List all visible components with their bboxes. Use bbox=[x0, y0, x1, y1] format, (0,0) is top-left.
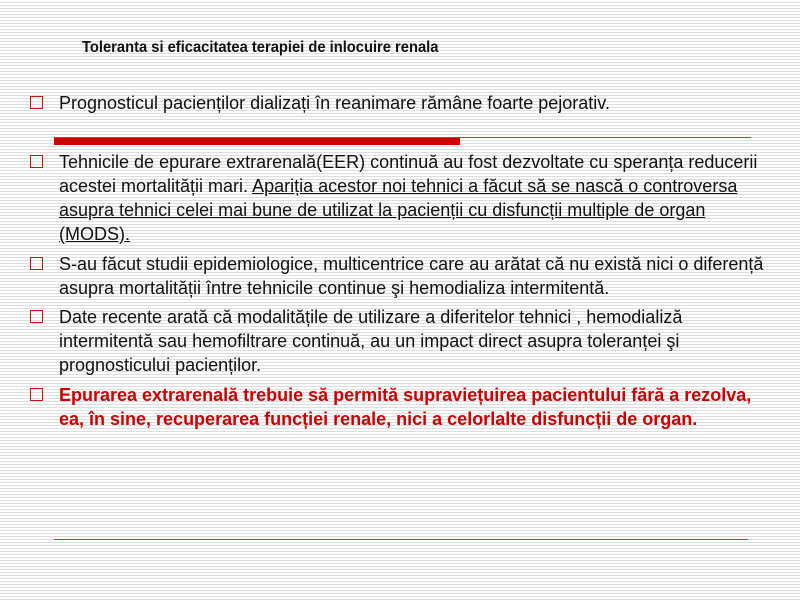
square-bullet-icon bbox=[30, 155, 43, 168]
bullet-text-plain: Tehnicile de epurare extrarenală(EER) continuă au fost dezvoltate cu speranța reducerii acestei mortalității mari. bbox=[59, 152, 758, 196]
bullet-item bbox=[30, 150, 780, 246]
bullet-item bbox=[30, 305, 780, 377]
bullet-text: S-au făcut studii epidemiologice, multicentrice care au arătat că nu există nici o diferență asupra mortalității între tehnicile continue şi hemodializa intermitentă. bbox=[59, 254, 764, 298]
bullet-text bbox=[59, 150, 780, 246]
square-bullet-icon bbox=[30, 96, 43, 109]
slide-title: Toleranta si eficacitatea terapiei de inlocuire renala bbox=[82, 39, 439, 56]
bullet-item-emphasis bbox=[30, 383, 780, 431]
bullet-text: Date recente arată că modalitățile de utilizare a diferitelor tehnici , hemodializă intermitentă sau hemofiltrare continuă, au un impact direct asupra toleranței şi prognosticului pacienților. bbox=[59, 307, 683, 375]
red-divider-thick bbox=[54, 137, 460, 145]
bullet-item bbox=[30, 91, 780, 115]
square-bullet-icon bbox=[30, 388, 43, 401]
bullet-text: Epurarea extrarenală trebuie să permită supraviețuirea pacientului fără a rezolva, ea, în sine, recuperarea funcției renale, nici a celorlalte disfuncții de organ. bbox=[59, 385, 752, 429]
bullet-text: Prognosticul pacienților dializați în reanimare rămâne foarte pejorativ. bbox=[59, 93, 610, 113]
square-bullet-icon bbox=[30, 310, 43, 323]
square-bullet-icon bbox=[30, 257, 43, 270]
bullet-text-underlined: Apariția acestor noi tehnici a făcut să se nască o controversa asupra tehnici celei mai bune de utilizat la pacienții cu disfuncții multiple de organ (MODS). bbox=[59, 176, 738, 244]
bottom-divider-line bbox=[54, 539, 748, 540]
red-divider-line bbox=[54, 137, 751, 138]
bullet-item bbox=[30, 252, 780, 300]
